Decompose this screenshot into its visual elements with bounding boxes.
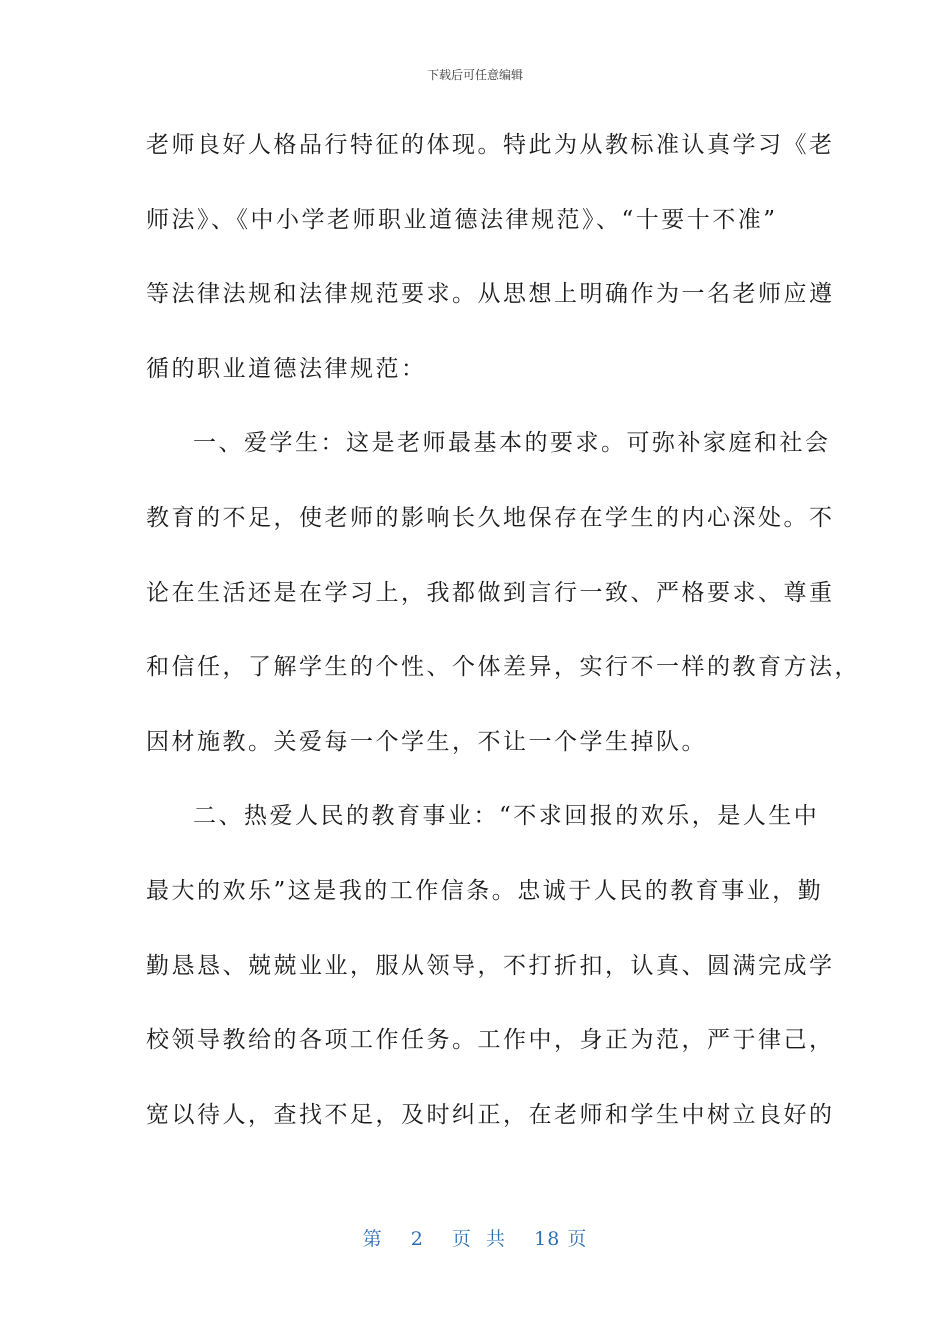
text-line: 等法律法规和法律规范要求。从思想上明确作为一名老师应遵 [146,281,835,308]
text-line: 师法》、《中小学老师职业道德法律规范》、“十要十不准” [146,206,778,233]
text-line: 教育的不足，使老师的影响长久地保存在学生的内心深处。不 [146,504,835,531]
body-text [146,118,860,1162]
page-header: 下载后可任意编辑 [426,68,523,82]
footer-middle: 页 共 [451,1228,507,1250]
text-line: 因材施教。关爱每一个学生，不让一个学生掉队。 [146,728,707,755]
text-line: 循的职业道德法律规范： [146,355,427,382]
footer-current-page: 2 [410,1228,424,1250]
text-line: 勤恳恳、兢兢业业，服从领导，不打折扣，认真、圆满完成学 [146,952,835,979]
text-line: 校领导教给的各项工作任务。工作中，身正为范，严于律己， [146,1027,835,1054]
paragraph-start-line: 二、热爱人民的教育事业：“不求回报的欢乐，是人生中 [193,803,820,830]
text-line: 最大的欢乐”这是我的工作信条。忠诚于人民的教育事业，勤 [146,877,824,904]
footer-prefix: 第 [362,1228,383,1250]
text-line: 和信任，了解学生的个性、个体差异，实行不一样的教育方法， [146,654,860,681]
footer-suffix: 页 [567,1228,588,1250]
paragraph-start-line: 一、爱学生：这是老师最基本的要求。可弥补家庭和社会 [193,430,831,457]
page-footer [0,1224,950,1251]
text-line: 论在生活还是在学习上，我都做到言行一致、严格要求、尊重 [146,579,835,606]
text-line: 老师良好人格品行特征的体现。特此为从教标准认真学习《老 [146,132,835,158]
footer-total-pages: 18 [534,1228,561,1250]
text-line: 宽以待人，查找不足，及时纠正，在老师和学生中树立良好的 [146,1101,835,1128]
